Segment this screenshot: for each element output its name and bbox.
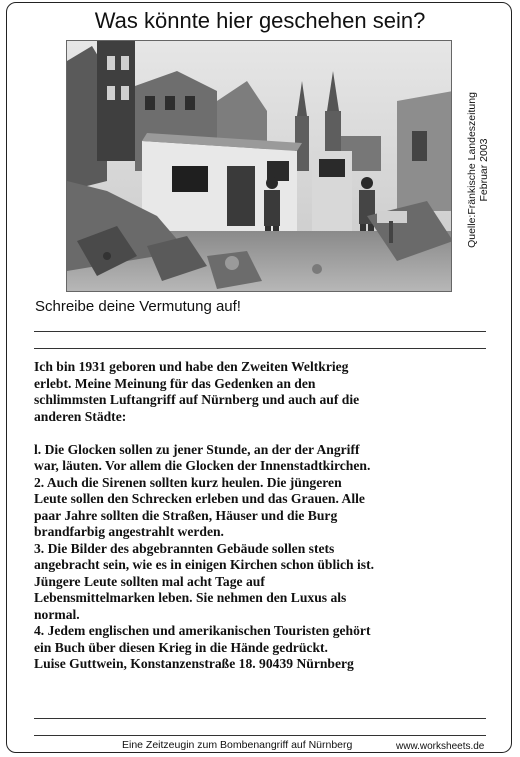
answer-line [34,735,486,736]
ruins-photo [66,40,452,292]
footer-caption: Eine Zeitzeugin zum Bombenangriff auf Nürnberg [122,739,353,751]
guess-prompt: Schreibe deine Vermutung auf! [35,298,241,315]
website-label: www.worksheets.de [396,741,485,752]
answer-line [34,718,486,719]
answer-line [34,331,486,332]
photo-source-line: Quelle:Fränkische Landeszeitung [466,92,478,248]
answer-line [34,348,486,349]
worksheet-title: Was könnte hier geschehen sein? [94,8,426,33]
photo-source-date: Februar 2003 [478,138,490,202]
photo-source-caption [458,80,498,260]
testimony-text: Ich bin 1931 geboren und habe den Zweiten Weltkrieg erlebt. Meine Meinung für das Gedenken an den schlimmsten Luftangriff auf Nürnberg und auch auf die anderen Städte: l. Die Glocken sollen zu jener Stunde, an der der Angriff war, läuten. Vor allem die Glocken der Innenstadtkirchen. 2. Auch die Sirenen sollten kurz heulen. Die jüngeren Leute sollen den Schrecken erleben und das Grauen. Alle paar Jahre sollten die Straßen, Häuser und die Burg brandfarbig angestrahlt werden. 3. Die Bilder des abgebrannten Gebäude sollen stets angebracht sein, wie es in einigen Kirchen schon üblich ist. Jüngere Leute sollten mal acht Tage auf Lebensmittelmarken leben. Sie nehmen den Luxus als normal. 4. Jedem englischen und amerikanischen Touristen gehört ein Buch über diesen Krieg in die Hände gedrückt. Luise Guttwein, Konstanzenstraße 18. 90439 Nürnberg [34,359,374,671]
